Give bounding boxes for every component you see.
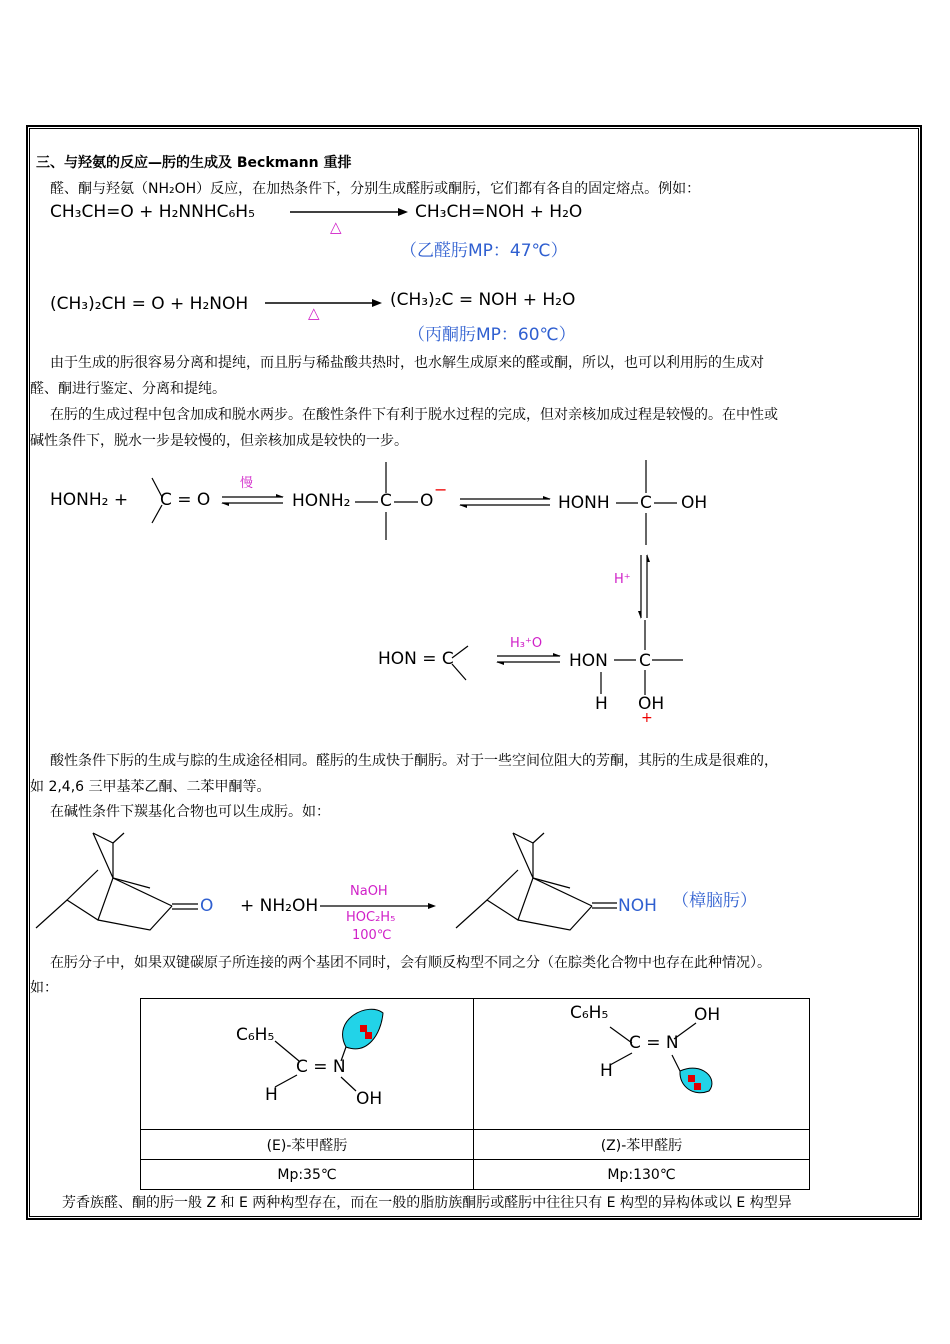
mech-carbon-2: C bbox=[640, 493, 652, 513]
z-oh: OH bbox=[694, 1005, 721, 1025]
z-isomer-structure bbox=[474, 999, 810, 1127]
e-isomer-name: (E)-苯甲醛肟 bbox=[141, 1130, 474, 1160]
paragraph-4: 在碱性条件下羰基化合物也可以生成肟。如： bbox=[50, 804, 330, 820]
e-oh: OH bbox=[356, 1089, 383, 1109]
paragraph-3-line-1: 酸性条件下肟的生成与腙的生成途径相同。醛肟的生成快于酮肟。对于一些空间位阻大的芳酮，其肟的生成是很难的， bbox=[50, 753, 778, 769]
e-isomer-figure bbox=[141, 999, 474, 1130]
z-c6h5: C₆H₅ bbox=[570, 1003, 609, 1023]
paragraph-5-line-2: 如： bbox=[30, 980, 58, 996]
camphor-cond-naoh: NaOH bbox=[350, 884, 388, 899]
mech-carbon-1: C bbox=[380, 491, 392, 511]
paragraph-5-line-1: 在肟分子中，如果双键碳原子所连接的两个基团不同时，会有顺反构型不同之分（在腙类化合物中也存在此种情况）。 bbox=[50, 955, 771, 971]
camphor-oxygen: O bbox=[200, 896, 214, 916]
mech-oxygen-anion: O bbox=[420, 491, 434, 511]
camphor-oxime-group: NOH bbox=[618, 896, 657, 916]
camphor-cond-ethanol: HOC₂H₅ bbox=[346, 910, 396, 925]
mech-protonated-hon: HON bbox=[569, 651, 608, 671]
mech-slow-label: 慢 bbox=[240, 476, 254, 491]
r2-products: (CH₃)₂C = NOH + H₂O bbox=[390, 290, 576, 310]
z-isomer-mp: Mp:130℃ bbox=[474, 1160, 810, 1190]
mech-hydroxylamine: HONH₂ + bbox=[50, 490, 129, 510]
mech-carbonyl: C = O bbox=[160, 490, 211, 510]
r1-reactants: CH₃CH=O + H₂NNHC₆H₅ bbox=[50, 202, 255, 222]
z-h: H bbox=[600, 1061, 613, 1081]
e-c-equals-n: C = N bbox=[296, 1057, 346, 1077]
z-isomer-figure bbox=[474, 999, 810, 1130]
paragraph-6: 芳香族醛、酮的肟一般 Z 和 E 两种构型存在，而在一般的脂肪族酮肟或醛肟中往往只有 E 构型的异构体或以 E 构型异 bbox=[62, 1195, 792, 1211]
r2-note: （丙酮肟MP：60℃） bbox=[408, 325, 576, 345]
paragraph-1-line-2: 醛、酮进行鉴定、分离和提纯。 bbox=[30, 381, 226, 397]
intro-text: 醛、酮与羟氨（NH₂OH）反应，在加热条件下，分别生成醛肟或酮肟，它们都有各自的固定熔点。例如： bbox=[50, 181, 701, 197]
mech-minus-charge: − bbox=[434, 480, 448, 499]
mech-oxime-product: HON = C bbox=[378, 649, 454, 669]
paragraph-2-line-2: 碱性条件下，脱水一步是较慢的，但亲核加成是较快的一步。 bbox=[30, 433, 408, 449]
section-title: 三、与羟氨的反应—肟的生成及 Beckmann 重排 bbox=[36, 155, 352, 171]
mech-h-plus: H⁺ bbox=[614, 572, 631, 587]
r1-delta: △ bbox=[330, 218, 342, 236]
mech-intermediate: HONH₂ bbox=[292, 491, 351, 511]
z-c-equals-n: C = N bbox=[629, 1033, 679, 1053]
r1-products: CH₃CH=NOH + H₂O bbox=[415, 202, 583, 222]
camphor-cond-temp: 100℃ bbox=[352, 928, 392, 943]
r1-note: （乙醛肟MP：47℃） bbox=[400, 241, 568, 261]
e-c6h5: C₆H₅ bbox=[236, 1025, 275, 1045]
mech-neutral-adduct: HONH bbox=[558, 493, 610, 513]
paragraph-2-line-1: 在肟的生成过程中包含加成和脱水两步。在酸性条件下有利于脱水过程的完成，但对亲核加成过程是较慢的。在中性或 bbox=[50, 407, 778, 423]
mech-hydroxyl: OH bbox=[681, 493, 708, 513]
paragraph-1-line-1: 由于生成的肟很容易分离和提纯，而且肟与稀盐酸共热时，也水解生成原来的醛或酮，所以，也可以利用肟的生成对 bbox=[50, 355, 764, 371]
r2-reactants: (CH₃)₂CH = O + H₂NOH bbox=[50, 294, 249, 314]
e-h: H bbox=[265, 1085, 278, 1105]
mech-h3o-label: H₃⁺O bbox=[510, 636, 543, 651]
z-isomer-name: (Z)-苯甲醛肟 bbox=[474, 1130, 810, 1160]
paragraph-3-line-2: 如 2,4,6 三甲基苯乙酮、二苯甲酮等。 bbox=[30, 779, 271, 795]
mech-oh-below: OH bbox=[638, 694, 665, 714]
mech-h-below: H bbox=[595, 694, 608, 714]
camphor-reagent: + NH₂OH bbox=[240, 896, 319, 916]
mech-plus-charge: + bbox=[641, 710, 653, 726]
r2-delta: △ bbox=[308, 304, 320, 322]
camphor-oxime-name: （樟脑肟） bbox=[672, 891, 757, 911]
mech-carbon-3: C bbox=[639, 651, 651, 671]
e-isomer-mp: Mp:35℃ bbox=[141, 1160, 474, 1190]
isomer-table bbox=[140, 998, 810, 1190]
